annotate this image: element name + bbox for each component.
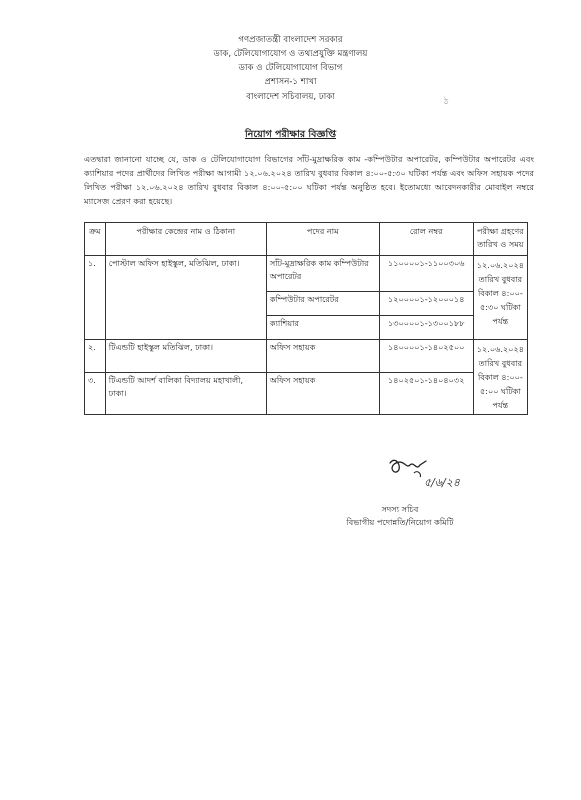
- signatory-committee: বিভাগীয় পদোন্নতি/নিয়োগ কমিটি: [346, 517, 454, 527]
- signature-date: ৫/৬/২৪: [424, 476, 460, 489]
- cell-roll: ১২০০০০১-১২০০০১৪: [379, 292, 473, 316]
- table-row: [85, 340, 528, 373]
- cell-date: ১২.০৬.২০২৪ তারিখ বুধবার বিকাল ৪:০০- ৫:৩০ ঘটিকা পর্যন্ত: [473, 256, 527, 340]
- cell-center: টিএন্ডটি হাইস্কুল মতিঝিল, ঢাকা।: [105, 340, 266, 373]
- header-govt: গণপ্রজাতন্ত্রী বাংলাদেশ সরকার: [238, 35, 343, 45]
- cell-roll: ১৩০০০০১-১৩০০১৮৮: [379, 316, 473, 340]
- exam-schedule-table: [84, 222, 528, 415]
- cell-post: অফিস সহায়ক: [266, 372, 379, 415]
- header-division: ডাক ও টেলিযোগাযোগ বিভাগ: [238, 63, 343, 73]
- cell-post: অফিস সহায়ক: [266, 340, 379, 373]
- cell-sl: ১.: [85, 256, 106, 340]
- cell-post: ক্যাশিয়ার: [266, 316, 379, 340]
- signatory-title: সদস্য সচিব: [381, 504, 419, 514]
- cell-center: টিএন্ডটি আদর্শ বালিকা বিদ্যালয় মহাখালী, ঢাকা।: [105, 372, 266, 415]
- cell-sl: ২.: [85, 340, 106, 373]
- table-row: [85, 256, 528, 292]
- notice-title: [0, 128, 581, 143]
- header-ministry: ডাক, টেলিযোগাযোগ ও তথ্যপ্রযুক্তি মন্ত্রণালয়: [213, 49, 368, 59]
- cell-center: পোস্টাল অফিস হাইস্কুল, মতিঝিল, ঢাকা।: [105, 256, 266, 340]
- signature-block: [300, 503, 500, 529]
- table-header-row: [85, 223, 528, 256]
- cell-roll: ১৪০২৫০১-১৪০৪০৩২: [379, 372, 473, 415]
- table-row: [85, 372, 528, 415]
- cell-sl: ৩.: [85, 372, 106, 415]
- cell-post: সাঁট-মুদ্রাক্ষরিক কাম কম্পিউটার অপারেটর: [266, 256, 379, 292]
- notice-title-text: নিয়োগ পরীক্ষার বিজ্ঞপ্তি: [244, 129, 337, 140]
- notice-body: এতদ্বারা জানানো যাচ্ছে যে, ডাক ও টেলিযোগাযোগ বিভাগের সাঁট-মুদ্রাক্ষরিক কাম -কম্পিউটার অপারেটর, কম্পিউটার অপারেটর এবং ক্যাশিয়ার পদের প্রার্থীদের লিখিত পরীক্ষা আগামী ১২.০৬.২০২৪ তারিখ বুধবার বিকাল ৪:০০-৫:৩০ ঘটিকা পর্যন্ত এবং অফিস সহায়ক পদের লিখিত পরীক্ষা ১২.০৬.২০২৪ তারিখ বুধবার বিকাল ৪:০০-৫:০০ ঘটিকা পর্যন্ত অনুষ্ঠিত হবে। ইতোমধ্যে আবেদনকারীর মোবাইল নম্বরে ম্যাসেজ প্রেরণ করা হয়েছে।: [84, 154, 534, 206]
- col-header-date: পরীক্ষা গ্রহণের তারিখ ও সময়: [473, 223, 527, 256]
- col-header-center: পরীক্ষার কেন্দ্রের নাম ও ঠিকানা: [105, 223, 266, 256]
- col-header-post: পদের নাম: [266, 223, 379, 256]
- col-header-roll: রোল নম্বর: [379, 223, 473, 256]
- col-header-sl: ক্রম: [85, 223, 106, 256]
- cell-roll: ১১০০০০১-১১০০৩০৬: [379, 256, 473, 292]
- header-branch: প্রশাসন-১ শাখা: [264, 77, 317, 87]
- cell-roll: ১৪০০০০১-১৪০২৫০০: [379, 340, 473, 373]
- header-address: বাংলাদেশ সচিবালয়, ঢাকা: [246, 92, 335, 102]
- cell-date: ১২.০৬.২০২৪ তারিখ বুধবার বিকাল ৪:০০- ৫:০০ ঘটিকা পর্যন্ত: [473, 340, 527, 415]
- stamp-mark: ঠ: [444, 97, 449, 106]
- cell-post: কম্পিউটার অপারেটর: [266, 292, 379, 316]
